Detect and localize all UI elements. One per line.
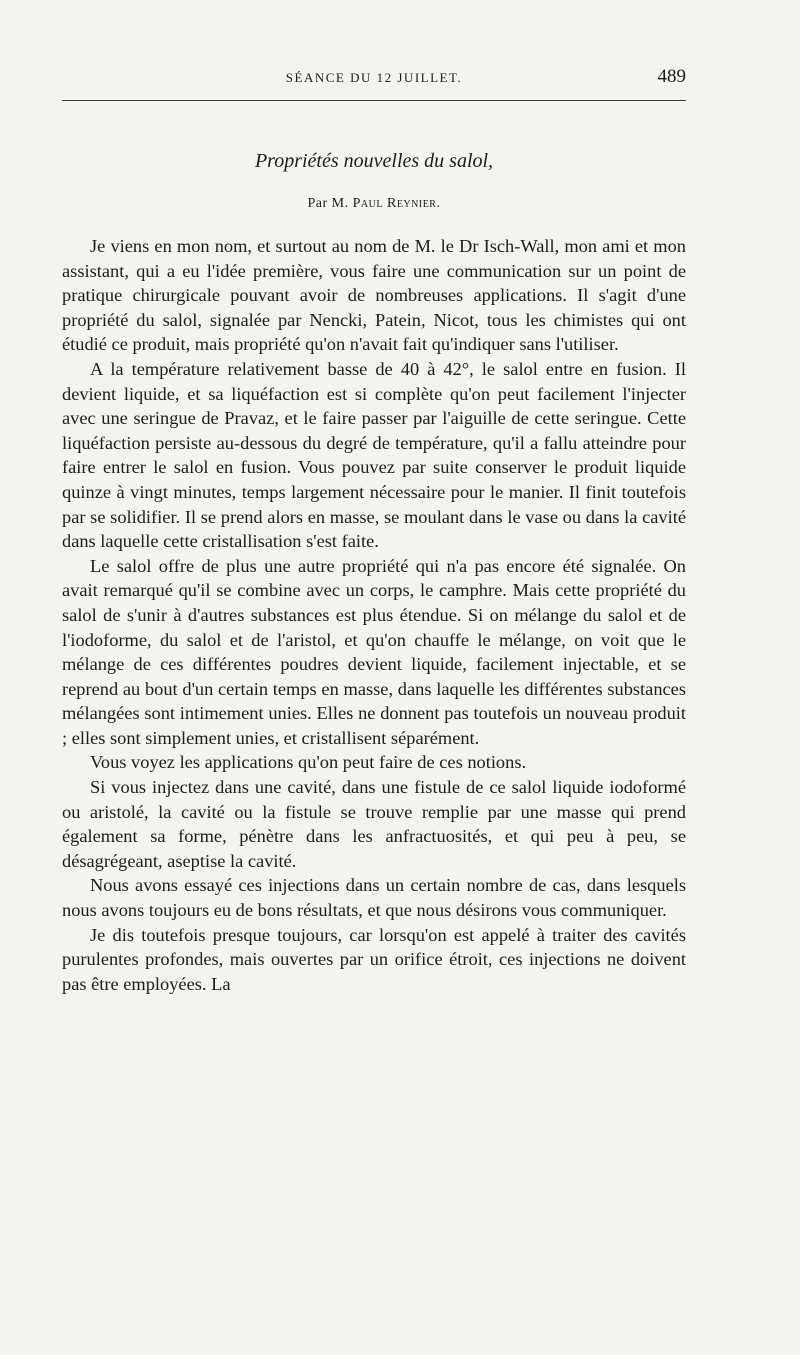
header-rule bbox=[62, 100, 686, 101]
paragraph-4: Vous voyez les applications qu'on peut faire de ces notions. bbox=[90, 752, 527, 773]
page-number: 489 bbox=[657, 66, 686, 87]
running-title: SÉANCE DU 12 JUILLET. bbox=[285, 70, 463, 85]
running-header bbox=[62, 66, 686, 90]
paragraph-5: Si vous injectez dans une cavité, dans une fistule de ce salol liquide iodoformé ou aristolé, la cavité ou la fistule se trouve remplie par une masse qui prend également sa forme, pénètre dans les anfractuosités, et qui peu à peu, se désagrégeant, aseptise la cavité. bbox=[62, 777, 686, 871]
paragraph-3: Le salol offre de plus une autre propriété qui n'a pas encore été signalée. On avait remarqué qu'il se combine avec un corps, le camphre. Mais cette propriété du salol de s'unir à d'autres substances est plus étendue. Si on mélange du salol et de l'iodoforme, du salol et de l'aristol, et qu'on chauffe le mélange, on voit que le mélange de ces différentes poudres devient liquide, facilement injectable, et se reprend au bout d'un certain temps en masse, dans laquelle les différentes substances mélangées sont intimement unies. Elles ne donnent pas toutefois un nouveau produit ; elles sont simplement unies, et cristallisent séparément. bbox=[62, 555, 686, 748]
article-body bbox=[62, 234, 686, 996]
paragraph-6: Nous avons essayé ces injections dans un certain nombre de cas, dans lesquels nous avons toujours eu de bons résultats, et que nous désirons vous communiquer. bbox=[62, 875, 686, 921]
paragraph-1: Je viens en mon nom, et surtout au nom de M. le Dr Isch-Wall, mon ami et mon assistant, qui a eu l'idée première, vous faire une communication sur un point de pratique chirurgicale pouvant avoir de nombreuses applications. Il s'agit d'une propriété du salol, signalée par Nencki, Patein, Nicot, tous les chimistes qui ont étudié ce produit, mais propriété qu'on n'avait fait qu'indiquer sans l'utiliser. bbox=[62, 236, 686, 355]
byline-author: Paul Reynier. bbox=[352, 196, 441, 211]
byline-prefix: Par M. bbox=[307, 196, 349, 211]
byline bbox=[62, 196, 686, 212]
article-title: Propriétés nouvelles du salol, bbox=[254, 150, 494, 172]
paragraph-7: Je dis toutefois presque toujours, car lorsqu'on est appelé à traiter des cavités purulentes profondes, mais ouvertes par un orifice étroit, ces injections ne doivent pas être employées. La bbox=[62, 924, 686, 994]
paragraph-2: A la température relativement basse de 40 à 42°, le salol entre en fusion. Il devient liquide, et sa liquéfaction est si complète qu'on peut facilement l'injecter avec une seringue de Pravaz, et le faire passer par l'aiguille de cette seringue. Cette liquéfaction persiste au-dessous du degré de température, qu'il a fallu atteindre pour faire entrer le salol en fusion. Vous pouvez par suite conserver le produit liquide quinze à vingt minutes, temps largement nécessaire pour le manier. Il finit toutefois par se solidifier. Il se prend alors en masse, se moulant dans le vase ou dans la cavité dans laquelle cette cristallisation s'est faite. bbox=[62, 358, 686, 552]
